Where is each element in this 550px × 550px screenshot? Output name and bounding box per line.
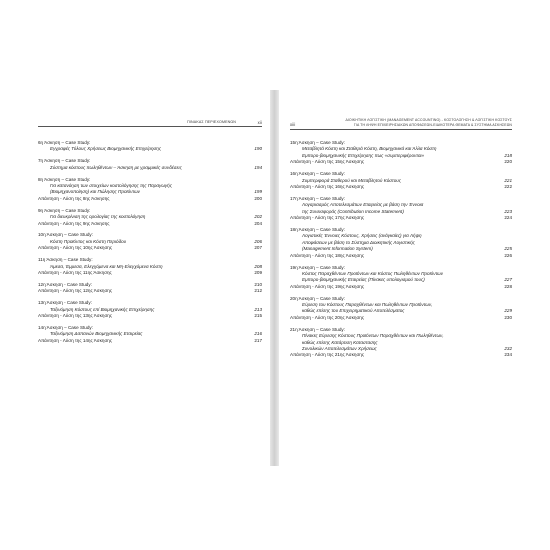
book-gutter	[270, 90, 279, 466]
toc-answer-line	[38, 245, 262, 251]
toc-answer-line	[38, 196, 262, 202]
right-page	[290, 100, 512, 460]
exercise-title: 21η Άσκηση – Case Study:	[290, 326, 345, 332]
exercise-subtitle: Εύρεση του Κόστους Παραχθέντων και Πωληθέντων Προϊόντων,	[302, 302, 433, 308]
exercise-subtitle: καθώς επίσης Κατάρτιση Καταστασης	[302, 339, 378, 345]
exercise-title: 13η Άσκηση - Case Study:	[38, 300, 92, 306]
exercise-subtitle: Μεταβλητά Κόστη και Σταθερά Κόστη, Βιομηχανικά και Άλλα Κόστη	[302, 146, 437, 152]
page-ref: 232	[504, 345, 512, 351]
exercise-title: 9η Άσκηση – Case Study:	[38, 207, 91, 213]
page-ref: 217	[254, 337, 262, 343]
exercise-title: 11η Άσκηση – Case Study:	[38, 257, 93, 263]
answer-label: Απάντηση - Λύση της 18ης Άσκησης	[290, 252, 365, 258]
page-ref: 215	[254, 313, 262, 319]
page-ref: 234	[504, 352, 512, 358]
exercise-subtitle: Κόστος Παραχθέντων Προϊόντων και Κόστος Πωληθέντων Προϊόντων	[302, 270, 444, 276]
page-ref: 230	[504, 314, 512, 320]
exercise-title: 18η Άσκηση – Case Study:	[290, 226, 345, 232]
left-page	[38, 100, 262, 460]
running-head	[322, 118, 512, 127]
page-ref: 200	[254, 195, 262, 201]
toc-entry	[38, 300, 262, 319]
exercise-subtitle: Εγγραφές Τύλους Χρήσεως Βιομηχανικής Επιχείρησης	[50, 146, 162, 152]
page-ref: 202	[254, 214, 262, 220]
exercise-subtitle: Αποφάσεων με βάση το Σύστημα Διοικητικής Λογιστικής	[302, 239, 415, 245]
toc-entry	[290, 227, 512, 259]
answer-label: Απάντηση - Λύση της 11ης Άσκησης	[38, 270, 112, 275]
answer-label: Απάντηση - Λύση της 16ης Άσκησης	[290, 183, 365, 189]
answer-label: Απάντηση - Λύση της 21ης Άσκησης	[290, 352, 365, 358]
toc-answer-line	[38, 288, 262, 294]
toc-entry	[38, 257, 262, 276]
exercise-title: 20η Άσκηση – Case Study:	[290, 295, 345, 301]
page-ref: 221	[504, 177, 512, 183]
exercise-title: 15η Άσκηση – Case Study:	[290, 140, 345, 145]
header-rule	[38, 126, 262, 127]
exercise-subtitle: (Βιομηχανοποίηση) και Πώλησης Προϊόντων	[50, 189, 140, 195]
page-ref: 226	[504, 252, 512, 258]
toc-entry	[290, 265, 512, 291]
toc-entry	[290, 140, 512, 166]
toc-entry	[290, 171, 512, 190]
page-ref: 212	[254, 288, 262, 294]
page-ref: 190	[254, 146, 262, 152]
exercise-title: 19η Άσκηση – Case Study:	[290, 264, 345, 270]
exercise-title: 7η Άσκηση – Case Study:	[38, 158, 91, 164]
page-ref: 225	[504, 246, 512, 252]
toc-entry	[38, 140, 262, 153]
answer-label: Απάντηση - Λύση της 17ης Άσκησης	[290, 215, 365, 221]
exercise-subtitle: Σύστημα κόστους πωληθέντων – Άσκηση με γραμμικές συνδέσεις	[50, 164, 182, 170]
toc-entry	[38, 282, 262, 295]
exercise-title: 12η Άσκηση - Case Study:	[38, 281, 92, 287]
exercise-title: 17η Άσκηση – Case Study:	[290, 195, 345, 201]
table-of-contents-right	[290, 140, 512, 364]
toc-entry	[38, 325, 262, 344]
page-ref: 210	[254, 281, 262, 287]
toc-entry-subtitle-line	[38, 146, 262, 152]
exercise-subtitle: Για διευκρίνιση της ορολογίας της κοστολόγηση	[50, 214, 146, 220]
exercise-subtitle: Κόστη Προϊόντος και Κόστη Περιόδου	[50, 238, 127, 244]
page-ref: 229	[504, 308, 512, 314]
toc-answer-line	[290, 352, 512, 358]
page-ref: 216	[254, 331, 262, 337]
exercise-subtitle: Άμεσα, Έμμεσα, Ελεγχόμενα και Μη-Ελεγχόμενα Κόστη	[50, 263, 163, 269]
toc-entry	[38, 177, 262, 203]
answer-label: Απάντηση - Λύση της 15ης Άσκησης	[290, 159, 365, 165]
toc-answer-line	[290, 284, 512, 290]
toc-entry	[290, 196, 512, 222]
page-ref: 209	[254, 270, 262, 275]
exercise-subtitle: καθώς επίσης του Επιχειρηματικού Αποτελέσματος	[302, 308, 405, 314]
answer-label: Απάντηση - Λύση της 13ης Άσκησης	[38, 313, 113, 319]
exercise-subtitle: Ταξινόμηση Κόστους επί Βιομηχανικής Επιχείρησης	[50, 306, 155, 312]
toc-answer-line	[38, 338, 262, 344]
table-of-contents-left	[38, 140, 262, 350]
answer-label: Απάντηση - Λύση της 9ης Άσκησης	[38, 220, 110, 226]
page-ref: 227	[504, 277, 512, 283]
exercise-subtitle: Συμπεριφορά Σταθερού και Μεταβλητού Κόστους	[302, 177, 402, 183]
exercise-subtitle: Εμπορο-βιομηχανικής Εταιρείας (Πίνακες υπολογισμού τους)	[302, 277, 425, 283]
exercise-subtitle: Πίνακες Εύρεσης Κόστους Προϊόντων Παραχθέντων και Πωληθέντων,	[302, 333, 444, 339]
page-ref: 220	[504, 159, 512, 165]
toc-entry	[290, 296, 512, 322]
answer-label: Απάντηση - Λύση της 20ης Άσκησης	[290, 314, 365, 320]
toc-answer-line	[290, 215, 512, 221]
exercise-subtitle: Λογαριασμός Αποτελεσμάτων Εταιρείας με βάση την Έννοια	[302, 202, 424, 208]
page-ref: 218	[504, 152, 512, 158]
answer-label: Απάντηση - Λύση της 8ης Άσκησης	[38, 195, 110, 201]
header-rule	[290, 129, 512, 130]
toc-answer-line	[290, 253, 512, 259]
exercise-title: 16η Άσκηση – Case Study:	[290, 171, 345, 177]
exercise-subtitle: Για κατανόηση των στοιχείων κοστολόγησης της Παραγωγής	[50, 183, 172, 189]
toc-answer-line	[38, 270, 262, 276]
exercise-subtitle: της Συνεισφοράς (Contribution Income Statement)	[302, 208, 404, 214]
toc-answer-line	[290, 315, 512, 321]
toc-answer-line	[38, 221, 262, 227]
toc-entry	[290, 327, 512, 359]
page-ref: 204	[254, 220, 262, 226]
toc-entry	[38, 158, 262, 171]
toc-answer-line	[38, 313, 262, 319]
exercise-subtitle: Συνολικών Αποτελεσμάτων Χρήσεως	[302, 345, 377, 351]
exercise-title: 14η Άσκηση – Case Study:	[38, 324, 93, 330]
running-head-line-1: ΔΙΟΙΚΗΤΙΚΗ ΛΟΓΙΣΤΙΚΗ (MANAGEMENT ACCOUNTING) - ΚΟΣΤΟΛΟΓΗΣΗ & ΛΟΓΙΣΤΙΚΗ ΚΟΣΤΟΥΣ	[345, 118, 512, 122]
exercise-title: 10η Άσκηση – Case Study:	[38, 232, 93, 238]
page-ref: 228	[504, 283, 512, 289]
toc-entry-subtitle-line	[38, 165, 262, 171]
exercise-subtitle: (Management Information System)	[302, 246, 373, 252]
page-ref: 199	[254, 189, 262, 195]
toc-entry	[38, 208, 262, 227]
exercise-subtitle: Ταξινόμηση Δαπανών Βιομηχανικής Εταιρείας	[50, 331, 143, 337]
page-ref: 207	[254, 245, 262, 251]
answer-label: Απάντηση - Λύση της 10ης Άσκησης	[38, 245, 113, 251]
page-ref: 213	[254, 306, 262, 312]
answer-label: Απάντηση - Λύση της 12ης Άσκησης	[38, 288, 113, 294]
page-ref: 224	[504, 215, 512, 221]
page-ref: 208	[254, 263, 262, 269]
page-number: xiii	[290, 122, 296, 127]
page-number: xii	[257, 120, 262, 125]
running-head-line-2: ΓΙΑ ΤΗ ΛΗΨΗ ΕΠΙΧΕΙΡΗΣΙΑΚΩΝ ΑΠΟΦΑΣΕΩΝ-ΕΙΔΙΚΟΤΕΡΑ ΘΕΜΑΤΑ & ΣΥΣΤΗΜΑ ΑΣΚΗΣΕΩΝ	[353, 122, 512, 127]
toc-answer-line	[290, 159, 512, 165]
page-ref: 194	[254, 164, 262, 170]
page-ref: 206	[254, 238, 262, 244]
answer-label: Απάντηση - Λύση της 19ης Άσκησης	[290, 283, 365, 289]
answer-label: Απάντηση - Λύση της 14ης Άσκησης	[38, 337, 113, 343]
page-ref: 222	[504, 183, 512, 189]
exercise-title: 6η Άσκηση – Case Study:	[38, 140, 91, 145]
exercise-subtitle: Λογιστικές Έννοιες Κόστους, Χρήσεις (ανάγκαίες) για Λήψη	[302, 233, 422, 239]
running-head: ΠΙΝΑΚΑΣ ΠΕΡΙΕΧΟΜΕΝΩΝ	[187, 120, 236, 124]
page-ref: 223	[504, 208, 512, 214]
exercise-title: 8η Άσκηση – Case Study:	[38, 176, 91, 182]
toc-entry	[38, 232, 262, 251]
exercise-subtitle: Εμπορο-βιομηχανικής Επιχείρησης πως «συμπεριφέρονται»	[302, 152, 425, 158]
toc-answer-line	[290, 184, 512, 190]
